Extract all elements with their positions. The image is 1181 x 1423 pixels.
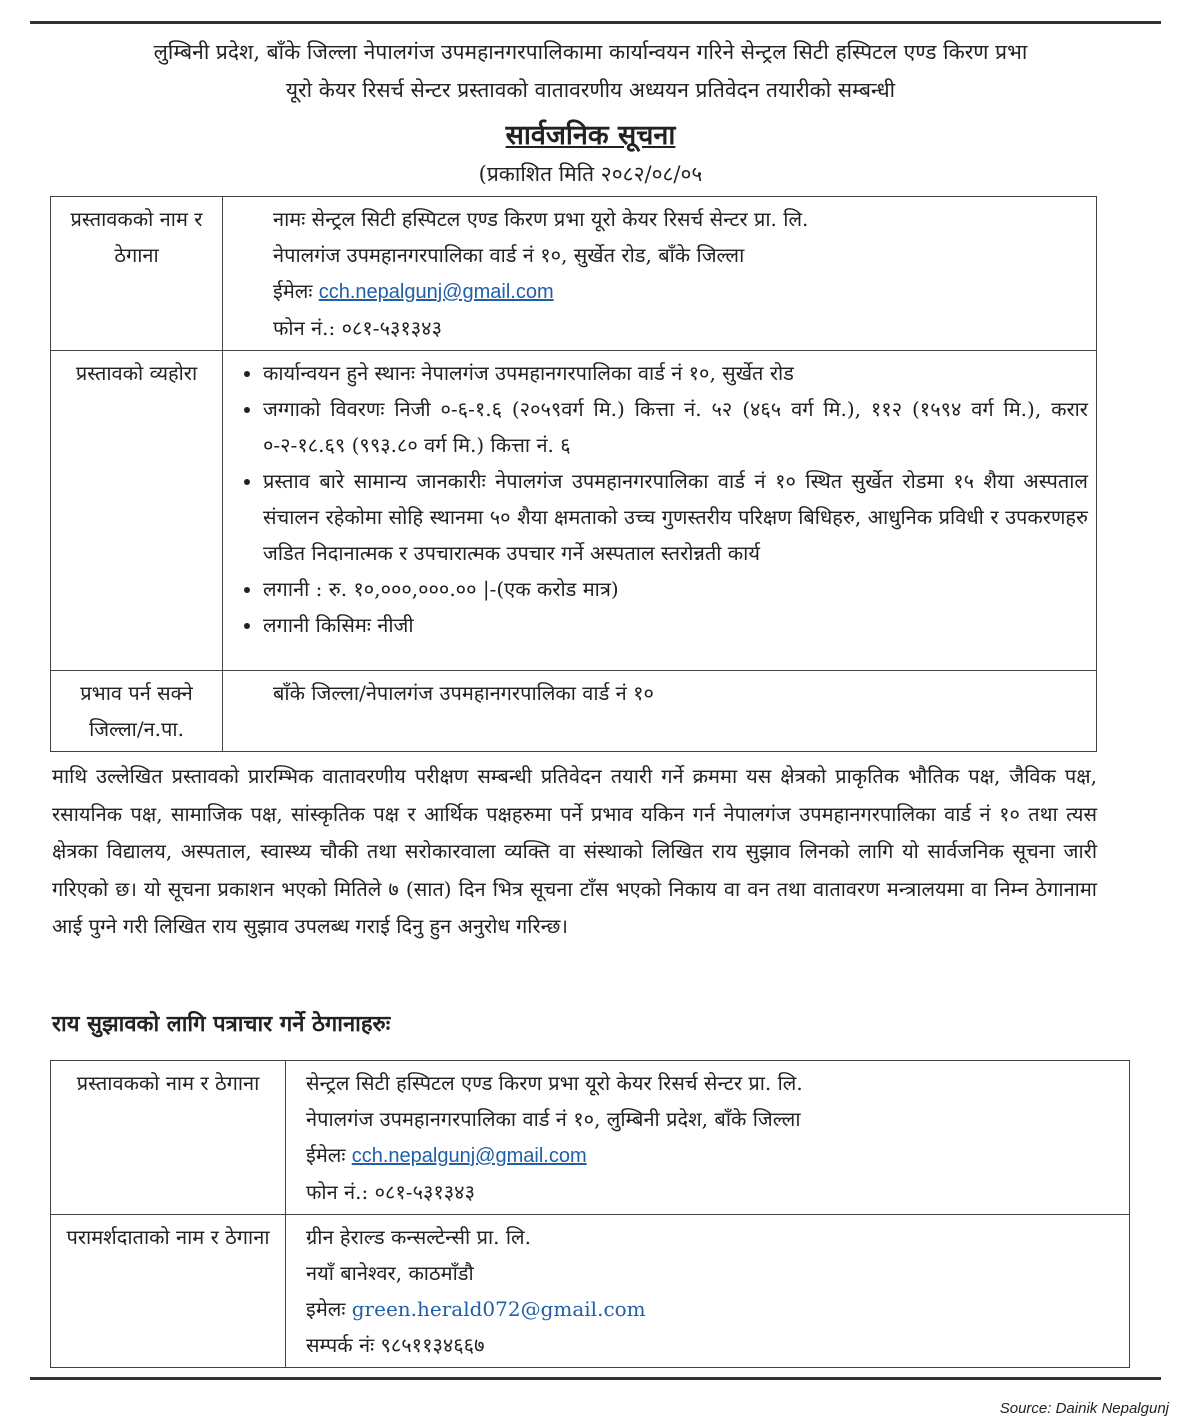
- row-label: प्रस्तावकको नाम र ठेगाना: [51, 1061, 286, 1215]
- list-item: • प्रस्ताव बारे सामान्य जानकारीः नेपालगंज उपमहानगरपालिका वार्ड नं १० स्थित सुर्खेत रोडमा १५ शैया अस्पताल संचालन रहेकोमा सोहि स्थानमा ५० शैया क्षमताको उच्च गुणस्तरीय परिक्षण बिधिहरु, आधुनिक प्रविधी र उपकरणहरु जडित निदानात्मक र उपचारात्मक उपचार गर्ने अस्पताल स्तरोन्नती कार्य: [263, 463, 1088, 571]
- table-row: [51, 1215, 1130, 1368]
- list-item: • जग्गाको विवरणः निजी ०-६-१.६ (२०५९वर्ग मि.) कित्ता नं. ५२ (४६५ वर्ग मि.), ११२ (१५९४ वर्ग मि.), करार ०-२-१८.६९ (९९३.८० वर्ग मि.) कित्ता नं. ६: [263, 391, 1088, 463]
- header-line-1: लुम्बिनी प्रदेश, बाँके जिल्ला नेपालगंज उपमहानगरपालिकामा कार्यान्वयन गरिने सेन्ट्रल सिटी हस्पिटल एण्ड किरण प्रभा: [153, 40, 1028, 64]
- consultant-address: नयाँ बानेश्वर, काठमाँडौ: [306, 1261, 474, 1285]
- table-row: [51, 197, 1097, 351]
- bottom-rule: [30, 1377, 1161, 1380]
- phone: फोन नं.: ०८१-५३१३४३: [273, 316, 442, 340]
- phone: फोन नं.: ०८१-५३१३४३: [306, 1180, 475, 1204]
- consultant-name: ग्रीन हेराल्ड कन्सल्टेन्सी प्रा. लि.: [306, 1225, 531, 1249]
- header-line-2: यूरो केयर रिसर्च सेन्टर प्रस्तावको वातावरणीय अध्ययन प्रतिवेदन तयारीको सम्बन्धी: [285, 78, 896, 102]
- email-link[interactable]: cch.nepalgunj@gmail.com: [318, 281, 554, 303]
- proponent-name: सेन्ट्रल सिटी हस्पिटल एण्ड किरण प्रभा यूरो केयर रिसर्च सेन्टर प्रा. लि.: [306, 1071, 803, 1095]
- table-row: [51, 1061, 1130, 1215]
- proponent-name: नामः सेन्ट्रल सिटी हस्पिटल एण्ड किरण प्रभा यूरो केयर रिसर्च सेन्टर प्रा. लि.: [273, 207, 809, 231]
- notice-paragraph: माथि उल्लेखित प्रस्तावको प्रारम्भिक वातावरणीय परीक्षण सम्बन्धी प्रतिवेदन तयारी गर्ने क्रममा यस क्षेत्रको प्राकृतिक भौतिक पक्ष, जैविक पक्ष, रसायनिक पक्ष, सामाजिक पक्ष, सांस्कृतिक पक्ष र आर्थिक पक्षहरुमा पर्ने प्रभाव यकिन गर्न नेपालगंज उपमहानगरपालिका वार्ड नं १० तथा त्यस क्षेत्रका विद्यालय, अस्पताल, स्वास्थ्य चौकी तथा सरोकारवाला व्यक्ति वा संस्थाको लिखित राय सुझाव लिनको लागि यो सार्वजनिक सूचना जारी गरिएको छ। यो सूचना प्रकाशन भएको मितिले ७ (सात) दिन भित्र सूचना टाँस भएको निकाय वा वन तथा वातावरण मन्त्रालयमा वा निम्न ठेगानामा आई पुग्ने गरी लिखित राय सुझाव उपलब्ध गराई दिनु हुन अनुरोध गरिन्छ।: [52, 764, 1097, 938]
- email-label: इमेलः: [306, 1297, 346, 1321]
- publish-date: (प्रकाशित मिति २०८२/०८/०५: [478, 162, 703, 186]
- consultant-email[interactable]: green.herald072@gmail.com: [351, 1297, 646, 1321]
- row-label: प्रस्तावको व्यहोरा: [51, 351, 223, 671]
- row-label: प्रभाव पर्न सक्ने जिल्ला/न.पा.: [51, 671, 223, 752]
- proposal-table: [50, 196, 1097, 752]
- email-label: ईमेलः: [273, 279, 313, 303]
- proponent-address: नेपालगंज उपमहानगरपालिका वार्ड नं १०, लुम्बिनी प्रदेश, बाँके जिल्ला: [306, 1107, 801, 1131]
- contact-table: [50, 1060, 1130, 1368]
- row-label: प्रस्तावकको नाम र ठेगाना: [51, 197, 223, 351]
- affected-area: बाँके जिल्ला/नेपालगंज उपमहानगरपालिका वार्ड नं १०: [223, 671, 1097, 752]
- proponent-address: नेपालगंज उपमहानगरपालिका वार्ड नं १०, सुर्खेत रोड, बाँके जिल्ला: [273, 243, 745, 267]
- email-link[interactable]: cch.nepalgunj@gmail.com: [351, 1145, 587, 1167]
- list-item: • लगानी : रु. १०,०००,०००.०० |-(एक करोड मात्र): [263, 571, 1088, 607]
- contact-heading: राय सुझावको लागि पत्राचार गर्ने ठेगानाहरुः: [52, 1011, 391, 1037]
- list-item: • लगानी किसिमः नीजी: [263, 607, 1088, 643]
- email-label: ईमेलः: [306, 1143, 346, 1167]
- table-row: [51, 671, 1097, 752]
- source-credit: Source: Dainik Nepalgunj: [999, 1400, 1169, 1417]
- contact-phone: सम्पर्क नंः ९८५११३४६६७: [306, 1333, 485, 1357]
- row-label: परामर्शदाताको नाम र ठेगाना: [51, 1215, 286, 1368]
- top-rule: [30, 21, 1161, 24]
- notice-title: सार्वजनिक सूचना: [505, 120, 676, 151]
- list-item: • कार्यान्वयन हुने स्थानः नेपालगंज उपमहानगरपालिका वार्ड नं १०, सुर्खेत रोड: [263, 355, 1088, 391]
- table-row: [51, 351, 1097, 671]
